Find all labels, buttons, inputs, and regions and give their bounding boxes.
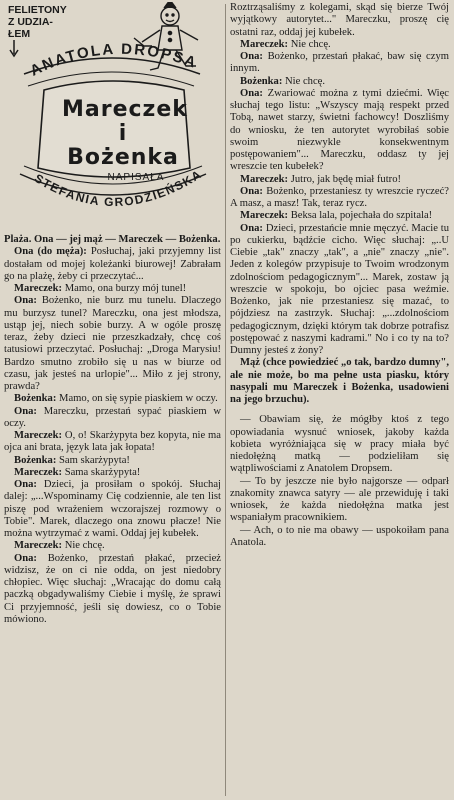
speech-text: Mareczku, przestań sypać piaskiem w oczy. <box>4 405 221 429</box>
series-label <box>8 4 68 40</box>
left-column <box>4 2 221 626</box>
speech-text: Mamo, ona burzy mój tunel! <box>64 283 187 294</box>
dialogue-line <box>4 430 221 455</box>
dialogue-line <box>230 174 449 186</box>
speaker-name: Mareczek: <box>240 38 289 50</box>
dialogue-line <box>230 76 449 88</box>
right-column <box>230 2 449 549</box>
speaker-name: Mąż <box>240 357 260 369</box>
dialogue-line <box>4 283 221 295</box>
speech-text: Bożenko, przestań płakać, baw się czym innym. <box>230 51 449 75</box>
dialogue-line <box>4 406 221 431</box>
closing-paragraph: — To by jeszcze nie było najgorsze — odparł znakomity znawca satyry — ale przewiduję i taki wniosek, że każda niedołężna matka jest wspaniałym pracownikiem. <box>230 475 449 524</box>
speech-text: Dzieci, przestańcie mnie męczyć. Macie tu po cukierku, bądźcie cicho. Więc słuchaj: „..U Ciebie „tak" znaczy „tak", a „nie" znaczy „nie". Jeden z kolegów przypisuje to Twoim wrodzonym zdolnościom pedagogicznym"... Marek, zostaw ją wreszcie w spokoju, bo ojciec pasa weźmie. Bożenko, jak nie przestaniesz się mazać, to pójdziesz na zastrzyk. Słuchaj: „...zdolnościom pedagogicznym, dzięki którym tak dobrze potrafisz postępować z naszymi kadrami." No i co ty na to? Dumny jesteś z żony? <box>230 222 449 356</box>
right-dialogue <box>230 2 449 406</box>
speaker-name: Ona: <box>14 479 37 490</box>
author-arc-text: ANATOLA DROPSA <box>27 40 200 80</box>
speech-text: Sama skarżypyta! <box>64 466 141 478</box>
dialogue-line <box>230 357 449 406</box>
closing-paragraphs <box>230 414 449 549</box>
speech-text: Nie chcę. <box>285 75 326 87</box>
byline: NAPISAŁA <box>107 172 165 183</box>
speech-text: Bożenko, przestań płakać, przecież widzisz, że on ci nie odda, on jest niedobry chłopiec. Więc słuchaj: „Wracając do domu całą paczką obgadywaliśmy Ciebie i myślę, że sprawi Ci przyjemność, jeśli się dowiesz, co o Tobie mówiono. <box>4 552 221 625</box>
dialogue-line <box>230 2 449 39</box>
speech-text: Sam skarżypyta! <box>59 454 130 466</box>
closing-paragraph: — Ach, o to nie ma obawy — uspokoiłam pana Anatola. <box>230 524 449 548</box>
column-divider <box>225 4 226 796</box>
dialogue-line <box>230 210 449 222</box>
speech-text: Nie chcę. <box>64 540 105 552</box>
speaker-name: Mareczek: <box>14 466 63 478</box>
series-line-3: ŁEM <box>8 28 31 40</box>
speaker-name: Mareczek: <box>240 210 289 222</box>
closing-paragraph: — Obawiam się, że mógłby ktoś z tego opowiadania wysnuć wniosek, jakoby każda kobieta wyróżniająca się w pracy miała być niedołężną matką — podzieliłam się wątpliwościami z Anatolem Dropsem. <box>230 414 449 475</box>
stage-direction: Plaża. Ona — jej mąż — Mareczek — Bożenka. <box>4 234 221 245</box>
dialogue-line <box>230 223 449 358</box>
series-line-2: Z UDZIA- <box>8 16 53 28</box>
title-line-2: i <box>118 121 128 146</box>
dialogue-line <box>230 51 449 76</box>
speech-text: Bożenko, nie burz mu tunelu. Dlaczego mu burzysz tunel? Mareczku, ona jest młodsza, ustąp jej, niech sobie burzy. A w ogóle proszę teraz, żeby dzieci nie przeszkadzały, chcę coś tatusiowi przeczytać. Posłuchaj: „Droga Marysiu! Bardzo smutno zrobiło się u nas w biurze od czasu, jak jesteś na urlopie"... Miło z jej strony, prawda? <box>4 295 221 392</box>
left-dialogue <box>4 246 221 626</box>
speaker-name: Mareczek: <box>240 173 289 185</box>
speech-text: Bożenko, przestaniesz ty wreszcie ryczeć? A masz, a masz! Tak, teraz rycz. <box>230 185 449 209</box>
dialogue-line <box>4 553 221 627</box>
series-line-1: FELIETONY <box>8 4 67 16</box>
dialogue-line <box>4 455 221 467</box>
speaker-name: Mareczek: <box>14 283 63 294</box>
speech-text: O, o! Skarżypyta bez kopyta, nie ma ojca ani brata, język lata jak łopata! <box>4 430 221 454</box>
speaker-name: Bożenka: <box>14 393 57 405</box>
dialogue-line <box>4 540 221 552</box>
dialogue-line <box>4 246 221 283</box>
dialogue-line <box>230 88 449 174</box>
speech-text: Nie chcę. <box>290 38 331 50</box>
speech-text: Zwariować można z tymi dziećmi. Więc słuchaj tego listu: „Wszyscy mają respekt przed Tobą, nawet starzy, świetni fachowcy! Doszliśmy do wniosku, że ten autorytet wyrobiłaś sobie swoim niezwykle konsekwentnym postępowaniem"... Mareczku, oddasz ty jej wreszcie ten kubełek? <box>230 87 449 173</box>
speaker-name: Bożenka: <box>240 75 283 87</box>
speaker-name: Ona: <box>14 552 37 564</box>
section-gap <box>230 406 449 414</box>
speaker-name: Ona: <box>14 405 37 417</box>
speech-text: Beksa lala, pojechała do szpitala! <box>290 210 433 222</box>
title-line-1: Mareczek <box>62 97 188 122</box>
speech-text: Dzieci, ja prosiłam o spokój. Słuchaj dalej: „...Wspominamy Cię codziennie, ale ten list piszę pod wrażeniem wczorajszej rozmowy o Tobie". Marek, dlaczego ona znowu płacze! Nie można wytrzymać z wami. Oddaj jej kubełek. <box>4 479 221 539</box>
title-line-3: Bożenka <box>67 145 179 170</box>
dialogue-line <box>4 467 221 479</box>
speech-text: Mamo, on się sypie piaskiem w oczy. <box>59 393 218 405</box>
speech-text: Roztrząsaliśmy z kolegami, skąd się bierze Twój wyjątkowy autorytet..." Mareczku, proszę cię ostatni raz, oddaj jej kubełek. <box>230 2 449 38</box>
speech-text: Posłuchaj, jaki przyjemny list dostałam od mojej koleżanki biurowej! Zabrałam go na plażę, żeby ci przeczytać... <box>4 246 221 282</box>
speech-text: (chce powiedzieć „o tak, bardzo dumny", ale nie może, bo ma pełne usta piasku, który nasypali mu Mareczek i Bożenka, usadowieni na jego brzuchu). <box>230 357 449 405</box>
speaker-name: Ona: <box>240 87 263 99</box>
dialogue-line <box>230 186 449 211</box>
speaker-name: Ona: <box>240 222 263 234</box>
speech-text: Jutro, jak będę miał futro! <box>290 173 402 185</box>
speaker-name: Ona: <box>240 51 263 62</box>
speaker-name: Ona: <box>14 295 37 307</box>
speaker-name: Ona (do męża): <box>14 246 87 258</box>
dialogue-line <box>4 393 221 405</box>
speaker-name: Mareczek: <box>14 540 63 552</box>
speaker-name: Mareczek: <box>14 430 63 441</box>
dialogue-line <box>230 39 449 51</box>
dialogue-line <box>4 295 221 393</box>
speaker-name: Ona: <box>240 185 263 197</box>
dialogue-line <box>4 479 221 540</box>
writer-arc-text: STEFANIA GRODZIEŃSKA <box>31 166 205 210</box>
article-title <box>62 97 188 170</box>
speaker-name: Bożenka: <box>14 454 57 466</box>
title-illustration <box>4 2 221 232</box>
